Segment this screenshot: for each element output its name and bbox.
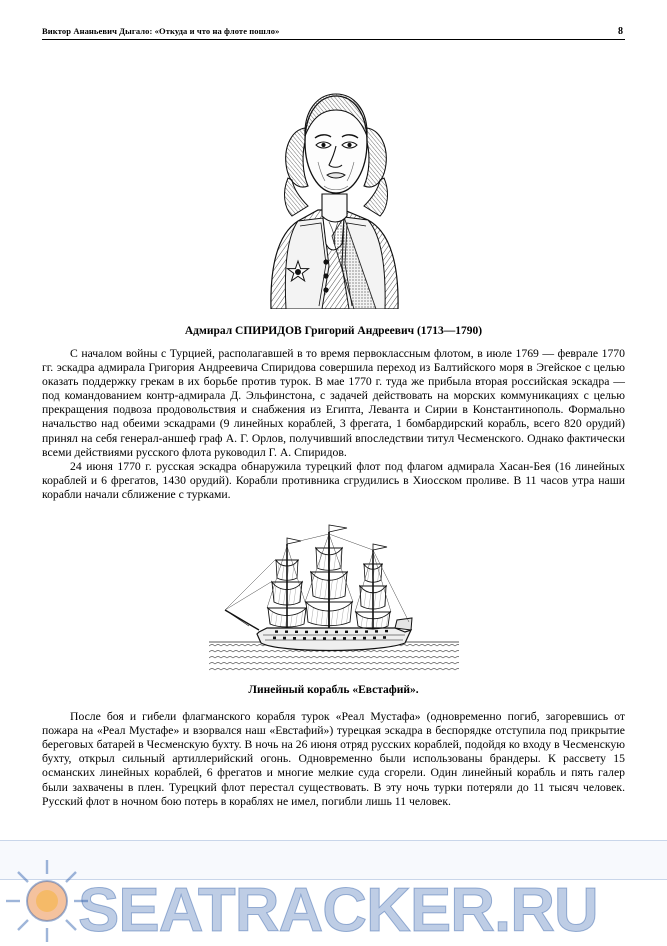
admiral-portrait-figure (42, 66, 625, 309)
paragraph-3: После боя и гибели флагманского корабля турок «Реал Мустафа» (одновременно погиб, загоревшись от пожара на «Реал Мустафе» и взорвался наш «Евстафий») турецкая эскадра в беспорядке отступила под прикрытие береговых батарей в Чесменскую бухту. В ночь на 26 июня отряд русских кораблей, подойдя ко входу в Чесменскую бухту, открыл сильный артиллерийский огонь. Одновременно были использованы брандеры. К рассвету 15 османских линейных кораблей, 6 фрегатов и многие мелкие суда сгорели. Один линейный корабль и пять галер были захвачены в плен. Турецкий флот перестал существовать. В эту ночь турки потеряли до 11 тысяч человек. Русский флот в ночном бою потерь в кораблях не имел, погибли лишь 11 человек. (42, 710, 625, 808)
ship-caption: Линейный корабль «Евстафий». (248, 684, 419, 697)
header-title: Виктор Ананьевич Дыгало: «Откуда и что на флоте пошло» (42, 26, 280, 36)
ship-figure (42, 522, 625, 672)
header-divider (42, 39, 625, 40)
watermark-band (0, 840, 667, 880)
ship-engraving (209, 522, 459, 672)
portrait-caption: Адмирал СПИРИДОВ Григорий Андреевич (1713—1790) (184, 325, 483, 337)
admiral-portrait (226, 66, 441, 309)
page-number: 8 (618, 26, 623, 37)
paragraph-1: С началом войны с Турцией, располагавшей в то время первоклассным флотом, в июле 1769 — феврале 1770 гг. эскадра адмирала Григория Андреевича Спиридова совершила переход из Балтийского моря в Эгейское с целью оказать поддержку грекам в их борьбе против турок. В мае 1770 г. туда же прибыла вторая российская эскадра — под командованием контр-адмирала Д. Эльфинстона, с задачей действовать на морских коммуникациях с целью прекращения подвоза продовольствия и снабжения из Египта, Леванта и Сирии в Константинополь. Формально начальство над обеими эскадрами (9 линейных кораблей, 3 фрегата, 1 бомбардирский корабль, всего 820 орудий) принял на себя генерал-аншеф граф А. Г. Орлов, получивший впоследствии титул Чесменского. Однако фактически всеми действиями русского флота руководил Г. А. Спиридов. (42, 347, 625, 459)
page-header (42, 26, 625, 37)
watermark-text: SEATRACKER.RU (78, 876, 598, 945)
sun-icon (4, 858, 90, 944)
paragraph-2: 24 июня 1770 г. русская эскадра обнаружила турецкий флот под флагом адмирала Хасан-Бея (16 линейных кораблей и 6 фрегатов, 1430 орудий). Корабли противника сгрудились в Хиосском проливе. В 11 часов утра наши корабли начали сближение с турками. (42, 459, 625, 501)
watermark (0, 826, 667, 946)
